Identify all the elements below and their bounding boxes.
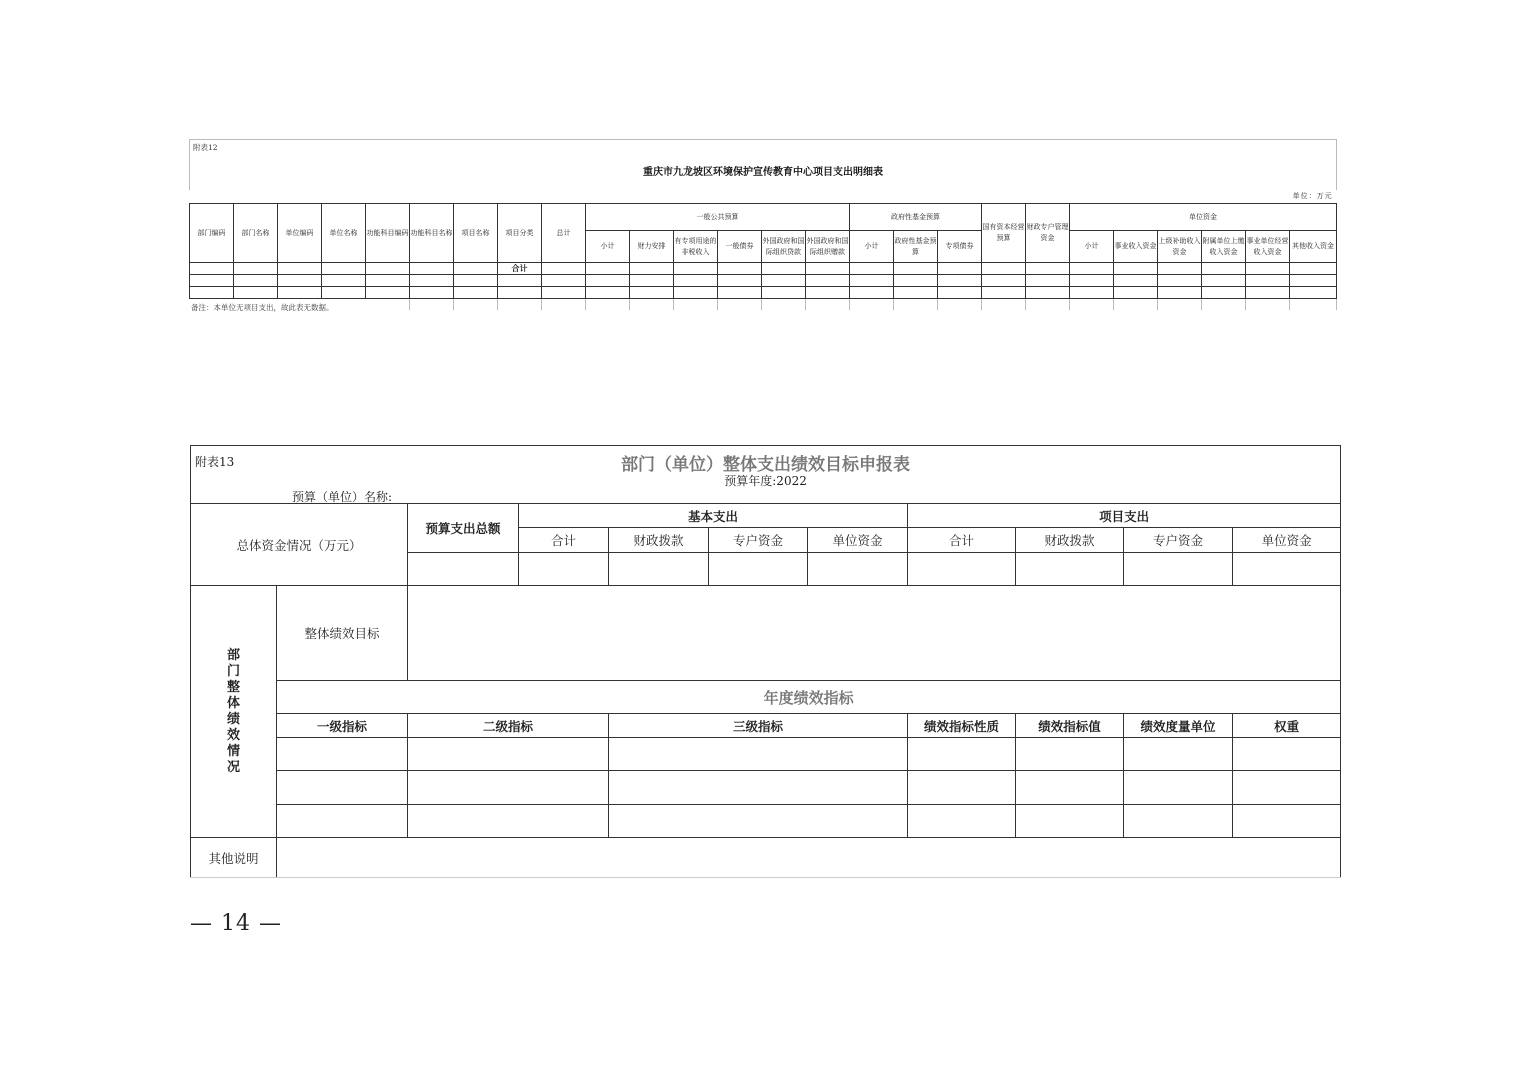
table13-title: 部门（单位）整体支出绩效目标申报表 (621, 455, 911, 475)
header-func-code: 功能科目编码 (366, 204, 410, 263)
header-general-nontax: 有专项用途的非税收入 (674, 231, 718, 263)
table-row (191, 771, 1341, 805)
overall-goal-label: 整体绩效目标 (277, 586, 408, 681)
header-unit-operating: 事业单位经营收入资金 (1246, 231, 1290, 263)
other-notes-value (277, 838, 1341, 878)
header-fund-budget-sub: 政府性基金预算 (894, 231, 938, 263)
indicator-unit-header: 绩效度量单位 (1124, 714, 1233, 738)
total-label: 合计 (498, 263, 542, 275)
table-row-trailing (190, 299, 1337, 310)
header-total: 总计 (542, 204, 586, 263)
table-row (191, 805, 1341, 838)
basic-total-header: 合计 (519, 528, 609, 553)
header-general-financial: 财力安排 (630, 231, 674, 263)
header-fund-special-bond: 专项债券 (938, 231, 982, 263)
table13-label: 附表13 (195, 455, 235, 469)
basic-expense-header: 基本支出 (519, 504, 908, 528)
indicator-nature-header: 绩效指标性质 (908, 714, 1016, 738)
project-total-header: 合计 (908, 528, 1016, 553)
header-unit-code: 单位编码 (278, 204, 322, 263)
header-fund-subtotal: 小计 (850, 231, 894, 263)
page-number: — 14 — (190, 911, 282, 936)
header-project-type: 项目分类 (498, 204, 542, 263)
header-general-budget: 一般公共预算 (586, 204, 850, 231)
table-row (190, 287, 1337, 299)
fund-overview-label: 总体资金情况（万元） (191, 504, 408, 586)
header-general-bond: 一般债券 (718, 231, 762, 263)
table-row (191, 738, 1341, 771)
budget-unit-name-label: 预算（单位）名称: (292, 490, 393, 504)
basic-special-header: 专户资金 (709, 528, 808, 553)
header-dept-code: 部门编码 (190, 204, 234, 263)
table12-note: 备注：本单位无项目支出，故此表无数据。 (191, 303, 334, 312)
header-unit-other: 其他收入资金 (1290, 231, 1337, 263)
header-unit-superior: 上级补助收入资金 (1158, 231, 1202, 263)
dept-performance-text: 部 门 整 体 绩 效 情 况 (226, 647, 240, 775)
budget-total-label: 预算支出总额 (408, 504, 519, 553)
header-unit-subtotal: 小计 (1070, 231, 1114, 263)
table12-label: 附表12 (193, 143, 218, 153)
header-state-capital: 国有资本经营预算 (982, 204, 1026, 263)
indicator-level3-header: 三级指标 (609, 714, 908, 738)
table-row (190, 275, 1337, 287)
project-special-header: 专户资金 (1124, 528, 1233, 553)
performance-target-table (190, 445, 1341, 878)
header-unit-business: 事业收入资金 (1114, 231, 1158, 263)
table-row (190, 263, 1337, 275)
indicator-level1-header: 一级指标 (277, 714, 408, 738)
other-notes-label: 其他说明 (191, 838, 277, 878)
budget-year: 预算年度:2022 (724, 474, 807, 488)
indicator-level2-header: 二级指标 (408, 714, 609, 738)
header-fiscal-special: 财政专户管理资金 (1026, 204, 1070, 263)
basic-fiscal-header: 财政拨款 (609, 528, 709, 553)
header-general-subtotal: 小计 (586, 231, 630, 263)
basic-unit-header: 单位资金 (808, 528, 908, 553)
header-general-foreign-grant: 外国政府和国际组织赠款 (806, 231, 850, 263)
annual-indicators-header: 年度绩效指标 (277, 681, 1341, 714)
indicator-value-header: 绩效指标值 (1016, 714, 1124, 738)
header-general-foreign-loan: 外国政府和国际组织贷款 (762, 231, 806, 263)
table12-title: 重庆市九龙坡区环境保护宣传教育中心项目支出明细表 (643, 167, 884, 178)
table13-header (191, 446, 1341, 504)
header-project-name: 项目名称 (454, 204, 498, 263)
dept-performance-label (191, 586, 277, 838)
project-expense-detail-table (189, 139, 1337, 310)
project-unit-header: 单位资金 (1233, 528, 1341, 553)
header-unit-affiliated: 附属单位上缴收入资金 (1202, 231, 1246, 263)
header-dept-name: 部门名称 (234, 204, 278, 263)
header-unit-funds: 单位资金 (1070, 204, 1337, 231)
header-func-name: 功能科目名称 (410, 204, 454, 263)
project-expense-header: 项目支出 (908, 504, 1341, 528)
header-unit-name: 单位名称 (322, 204, 366, 263)
indicator-weight-header: 权重 (1233, 714, 1341, 738)
overall-goal-value (408, 586, 1341, 681)
table12-unit: 单位：万元 (1292, 191, 1333, 200)
header-fund-budget: 政府性基金预算 (850, 204, 982, 231)
project-fiscal-header: 财政拨款 (1016, 528, 1124, 553)
